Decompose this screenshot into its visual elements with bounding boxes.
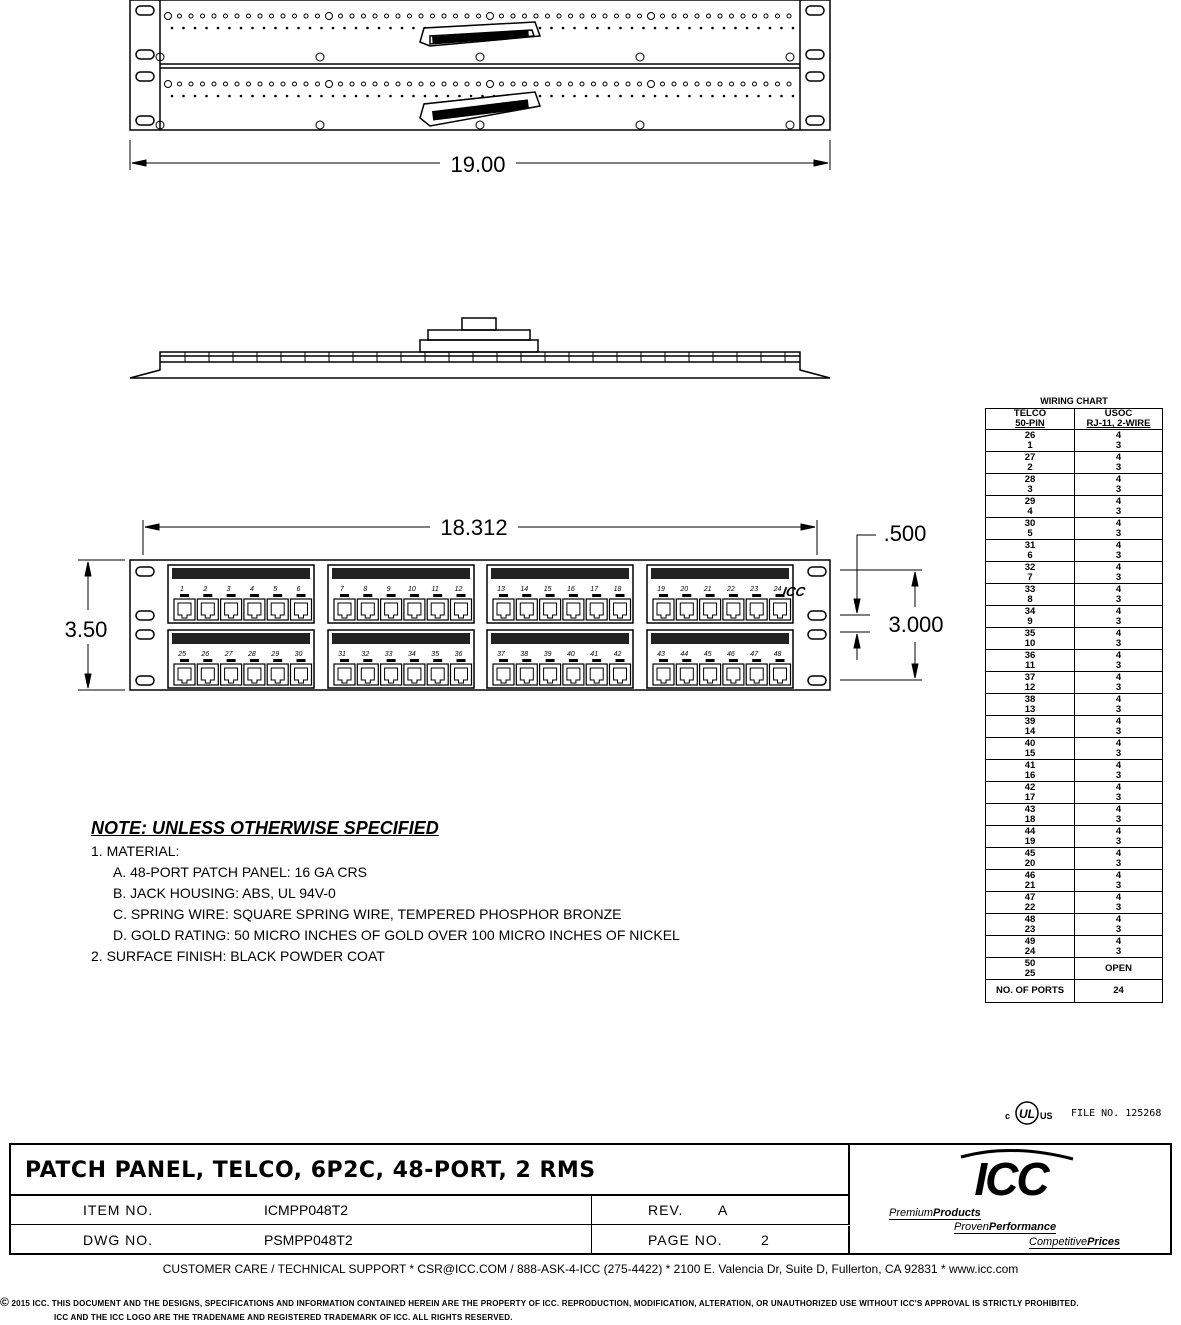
rj11-jack xyxy=(334,599,355,620)
telco-pins: 39 14 xyxy=(986,716,1075,738)
port-number: 13 xyxy=(497,586,505,593)
usoc-pins: 4 3 xyxy=(1075,760,1163,782)
usoc-pins: 4 3 xyxy=(1075,892,1163,914)
rj11-jack xyxy=(653,664,674,685)
drawing-title: PATCH PANEL, TELCO, 6P2C, 48-PORT, 2 RMS xyxy=(11,1145,850,1196)
port-number: 44 xyxy=(680,651,689,658)
dwg-label: DWG NO. xyxy=(83,1232,153,1248)
rj11-jack xyxy=(586,664,607,685)
usoc-pins: 4 3 xyxy=(1075,584,1163,606)
port-number: 20 xyxy=(680,586,689,593)
rj11-jack xyxy=(197,664,218,685)
telco-pins: 32 7 xyxy=(986,562,1075,584)
port-number: 28 xyxy=(248,651,256,658)
telco-pins: 45 20 xyxy=(986,848,1075,870)
port-number: 43 xyxy=(657,651,665,658)
port-number: 10 xyxy=(408,586,416,593)
rj11-jack xyxy=(700,664,721,685)
port-number: 18 xyxy=(613,586,622,593)
port-number: 24 xyxy=(773,586,782,593)
wiring-table xyxy=(985,408,1163,1003)
wiring-row xyxy=(986,848,1163,870)
port-number: 27 xyxy=(224,651,233,658)
rj11-jack xyxy=(770,664,791,685)
rj11-jack xyxy=(676,664,697,685)
port-number: 35 xyxy=(431,651,440,658)
port-number: 38 xyxy=(520,651,529,658)
rj11-jack xyxy=(404,664,425,685)
telco-pins: 37 12 xyxy=(986,672,1075,694)
tagline-2: ProvenPerformance xyxy=(954,1221,1057,1233)
rj11-jack xyxy=(746,664,767,685)
wiring-row xyxy=(986,496,1163,518)
port-number: 8 xyxy=(363,586,368,593)
ul-listing xyxy=(1005,1099,1161,1127)
port-number: 14 xyxy=(520,586,529,593)
rj11-jack xyxy=(357,664,378,685)
wiring-row xyxy=(986,694,1163,716)
item-row xyxy=(11,1196,850,1225)
note-line: A. 48-PORT PATCH PANEL: 16 GA CRS xyxy=(113,864,367,880)
rj11-jack xyxy=(221,664,242,685)
port-number: 36 xyxy=(454,651,463,658)
rj11-jack xyxy=(493,664,514,685)
telco-pins: 36 11 xyxy=(986,650,1075,672)
dim-hole-spacing: 3.000 xyxy=(888,612,944,637)
port-number: 37 xyxy=(497,651,505,658)
port-number: 47 xyxy=(750,651,759,658)
ul-logo xyxy=(1005,1099,1065,1127)
rj11-jack xyxy=(770,599,791,620)
ul-file-number: FILE NO. 125268 xyxy=(1071,1108,1162,1119)
telco-pins: 26 1 xyxy=(986,430,1075,452)
rj11-jack xyxy=(516,599,537,620)
telco-pins: 27 2 xyxy=(986,452,1075,474)
note-line: 2. SURFACE FINISH: BLACK POWDER COAT xyxy=(91,948,385,964)
item-value: ICMPP048T2 xyxy=(264,1202,349,1218)
rj11-jack xyxy=(244,599,265,620)
company-logo-panel xyxy=(851,1145,1170,1253)
col-header-telco: TELCO 50-PIN xyxy=(986,409,1075,430)
wiring-row xyxy=(986,650,1163,672)
ports-label: NO. OF PORTS xyxy=(986,980,1075,1003)
port-number: 7 xyxy=(340,586,344,593)
wiring-row xyxy=(986,782,1163,804)
notes-section xyxy=(91,818,680,967)
port-number: 34 xyxy=(408,651,416,658)
svg-text:ICC: ICC xyxy=(974,1153,1048,1205)
port-number: 1 xyxy=(180,586,184,593)
usoc-pins: 4 3 xyxy=(1075,914,1163,936)
port-number: 41 xyxy=(590,651,599,658)
rj11-jack xyxy=(291,664,312,685)
dim-hole-offset: .500 xyxy=(883,521,927,546)
usoc-pins: 4 3 xyxy=(1075,826,1163,848)
rj11-jack xyxy=(267,599,288,620)
port-number: 22 xyxy=(727,586,735,593)
usoc-pins: 4 3 xyxy=(1075,628,1163,650)
dim-overall-width: 19.00 xyxy=(450,152,506,177)
telco-pins: 33 8 xyxy=(986,584,1075,606)
wiring-row xyxy=(986,540,1163,562)
wiring-row xyxy=(986,672,1163,694)
tagline-1: PremiumProducts xyxy=(889,1207,981,1219)
svg-text:US: US xyxy=(1040,1111,1053,1121)
rj11-jack xyxy=(197,599,218,620)
rj11-jack xyxy=(493,599,514,620)
usoc-pins: 4 3 xyxy=(1075,562,1163,584)
port-number: 6 xyxy=(296,586,301,593)
wiring-chart xyxy=(985,395,1163,1003)
telco-pins: 50 25 xyxy=(986,958,1075,980)
rj11-jack xyxy=(267,664,288,685)
wiring-row xyxy=(986,804,1163,826)
port-number: 48 xyxy=(773,651,782,658)
port-number: 32 xyxy=(361,651,370,658)
port-number: 42 xyxy=(613,651,622,658)
wiring-row xyxy=(986,760,1163,782)
wiring-row xyxy=(986,474,1163,496)
rj11-jack xyxy=(746,599,767,620)
rj11-jack xyxy=(563,599,584,620)
rj11-jack xyxy=(427,599,448,620)
usoc-pins: 4 3 xyxy=(1075,540,1163,562)
port-number: 30 xyxy=(294,651,303,658)
note-line: D. GOLD RATING: 50 MICRO INCHES OF GOLD OVER 100 MICRO INCHES OF NICKEL xyxy=(113,927,680,943)
title-block xyxy=(9,1143,1172,1255)
telco-pins: 43 18 xyxy=(986,804,1075,826)
usoc-pins: 4 3 xyxy=(1075,716,1163,738)
usoc-pins: 4 3 xyxy=(1075,936,1163,958)
wiring-row xyxy=(986,518,1163,540)
note-line: C. SPRING WIRE: SQUARE SPRING WIRE, TEMPERED PHOSPHOR BRONZE xyxy=(113,906,622,922)
usoc-pins: 4 3 xyxy=(1075,474,1163,496)
rj11-jack xyxy=(610,599,631,620)
wiring-row xyxy=(986,716,1163,738)
rj11-jack xyxy=(404,599,425,620)
front-logo: ICC xyxy=(781,584,807,599)
rj11-jack xyxy=(427,664,448,685)
usoc-pins: 4 3 xyxy=(1075,782,1163,804)
port-number: 12 xyxy=(454,586,463,593)
usoc-pins: 4 3 xyxy=(1075,430,1163,452)
port-number: 16 xyxy=(567,586,575,593)
telco-pins: 49 24 xyxy=(986,936,1075,958)
usoc-pins: 4 3 xyxy=(1075,518,1163,540)
note-line: B. JACK HOUSING: ABS, UL 94V-0 xyxy=(113,885,336,901)
port-number: 29 xyxy=(271,651,280,658)
usoc-pins: 4 3 xyxy=(1075,804,1163,826)
port-number: 19 xyxy=(657,586,665,593)
telco-pins: 38 13 xyxy=(986,694,1075,716)
telco-pins: 34 9 xyxy=(986,606,1075,628)
port-number: 23 xyxy=(750,586,759,593)
dwg-row xyxy=(11,1226,850,1255)
telco-connector-upper xyxy=(420,22,540,46)
telco-pins: 35 10 xyxy=(986,628,1075,650)
wiring-row xyxy=(986,562,1163,584)
rev-value: A xyxy=(718,1202,728,1218)
rj11-jack xyxy=(700,599,721,620)
telco-pins: 40 15 xyxy=(986,738,1075,760)
rj11-jack xyxy=(586,599,607,620)
wiring-row xyxy=(986,958,1163,980)
dim-height: 3.50 xyxy=(64,617,108,642)
rj11-jack xyxy=(381,599,402,620)
port-number: 2 xyxy=(203,586,208,593)
rj11-jack xyxy=(357,599,378,620)
page-value: 2 xyxy=(761,1232,769,1248)
rear-view-drawing xyxy=(0,0,1181,180)
wiring-row xyxy=(986,628,1163,650)
ports-value: 24 xyxy=(1075,980,1163,1003)
usoc-pins: 4 3 xyxy=(1075,496,1163,518)
rj11-jack xyxy=(723,664,744,685)
telco-pins: 28 3 xyxy=(986,474,1075,496)
rj11-jack xyxy=(291,599,312,620)
port-number: 5 xyxy=(273,586,278,593)
telco-pins: 47 22 xyxy=(986,892,1075,914)
port-number: 26 xyxy=(201,651,210,658)
side-view-drawing xyxy=(0,300,1181,390)
rj11-jack xyxy=(451,664,472,685)
wiring-row xyxy=(986,738,1163,760)
rev-label: REV. xyxy=(648,1202,684,1218)
svg-text:UL: UL xyxy=(1019,1107,1035,1121)
usoc-pins: 4 3 xyxy=(1075,452,1163,474)
wiring-row xyxy=(986,584,1163,606)
note-line: 1. MATERIAL: xyxy=(91,843,180,859)
rj11-jack xyxy=(516,664,537,685)
front-view-drawing xyxy=(0,510,980,710)
wiring-row xyxy=(986,892,1163,914)
rj11-jack xyxy=(723,599,744,620)
rj11-jack xyxy=(540,599,561,620)
telco-pins: 42 17 xyxy=(986,782,1075,804)
port-number: 39 xyxy=(543,651,552,658)
usoc-pins: 4 3 xyxy=(1075,650,1163,672)
item-label: ITEM NO. xyxy=(83,1202,154,1218)
dim-panel-width: 18.312 xyxy=(440,515,508,540)
usoc-pins: 4 3 xyxy=(1075,606,1163,628)
wiring-row xyxy=(986,870,1163,892)
port-number: 25 xyxy=(178,651,186,658)
usoc-pins: 4 3 xyxy=(1075,848,1163,870)
notes-title: NOTE: UNLESS OTHERWISE SPECIFIED xyxy=(91,818,439,838)
wiring-row xyxy=(986,452,1163,474)
contact-footer: CUSTOMER CARE / TECHNICAL SUPPORT * CSR@ICC.COM / 888-ASK-4-ICC (275-4422) * 2100 E. Valencia Dr, Suite D, Fullerton, CA 92831 * www.icc.com xyxy=(162,1262,1019,1276)
port-number: 21 xyxy=(703,586,712,593)
usoc-pins: 4 3 xyxy=(1075,870,1163,892)
icc-logo xyxy=(851,1145,1170,1205)
rj11-jack xyxy=(174,599,195,620)
telco-pins: 41 16 xyxy=(986,760,1075,782)
telco-pins: 44 19 xyxy=(986,826,1075,848)
port-number: 3 xyxy=(226,586,231,593)
tagline-3: CompetitivePrices xyxy=(1029,1236,1121,1248)
usoc-pins: 4 3 xyxy=(1075,694,1163,716)
wiring-chart-title: WIRING CHART xyxy=(1040,396,1108,406)
ports-count-row xyxy=(986,980,1163,1003)
wiring-row xyxy=(986,606,1163,628)
wiring-row xyxy=(986,826,1163,848)
wiring-row xyxy=(986,430,1163,452)
page-label: PAGE NO. xyxy=(648,1232,723,1248)
port-number: 17 xyxy=(590,586,599,593)
rj11-jack xyxy=(451,599,472,620)
telco-pins: 29 4 xyxy=(986,496,1075,518)
rj11-jack xyxy=(563,664,584,685)
rj11-jack xyxy=(221,599,242,620)
rj11-jack xyxy=(174,664,195,685)
port-number: 11 xyxy=(431,586,439,593)
wiring-row xyxy=(986,914,1163,936)
rj11-jack xyxy=(676,599,697,620)
port-number: 40 xyxy=(567,651,575,658)
port-number: 15 xyxy=(543,586,552,593)
telco-pins: 30 5 xyxy=(986,518,1075,540)
usoc-pins: 4 3 xyxy=(1075,738,1163,760)
port-number: 45 xyxy=(703,651,712,658)
telco-pins: 46 21 xyxy=(986,870,1075,892)
rj11-jack xyxy=(540,664,561,685)
usoc-pins: 4 3 xyxy=(1075,672,1163,694)
telco-pins: 48 23 xyxy=(986,914,1075,936)
svg-text:c: c xyxy=(1005,1111,1011,1121)
copyright-notice: © 2015 ICC. THIS DOCUMENT AND THE DESIGNS, SPECIFICATIONS AND INFORMATION CONTAINED HEREIN ARE THE PROPERTY OF ICC. REPRODUCTION, MODIFICATION, ALTERATION, OR UNAUTHORIZED USE WITHOUT ICC'S APPROVAL IS STRICTLY PROHIBITED. ICC AND THE ICC LOGO ARE THE TRADENAME AND REGISTERED TRADEMARK OF ICC. ALL RIGHTS RESERVED. xyxy=(0,1295,1079,1322)
dwg-value: PSMPP048T2 xyxy=(264,1232,353,1248)
rj11-jack xyxy=(244,664,265,685)
usoc-pins: OPEN xyxy=(1075,958,1163,980)
rj11-jack xyxy=(653,599,674,620)
port-number: 4 xyxy=(249,586,254,593)
rj11-jack xyxy=(610,664,631,685)
port-number: 31 xyxy=(338,651,346,658)
wiring-row xyxy=(986,936,1163,958)
port-number: 33 xyxy=(384,651,393,658)
rj11-jack xyxy=(334,664,355,685)
rj11-jack xyxy=(381,664,402,685)
col-header-usoc: USOC RJ-11, 2-WIRE xyxy=(1075,409,1163,430)
port-number: 46 xyxy=(727,651,735,658)
telco-pins: 31 6 xyxy=(986,540,1075,562)
port-number: 9 xyxy=(386,586,391,593)
